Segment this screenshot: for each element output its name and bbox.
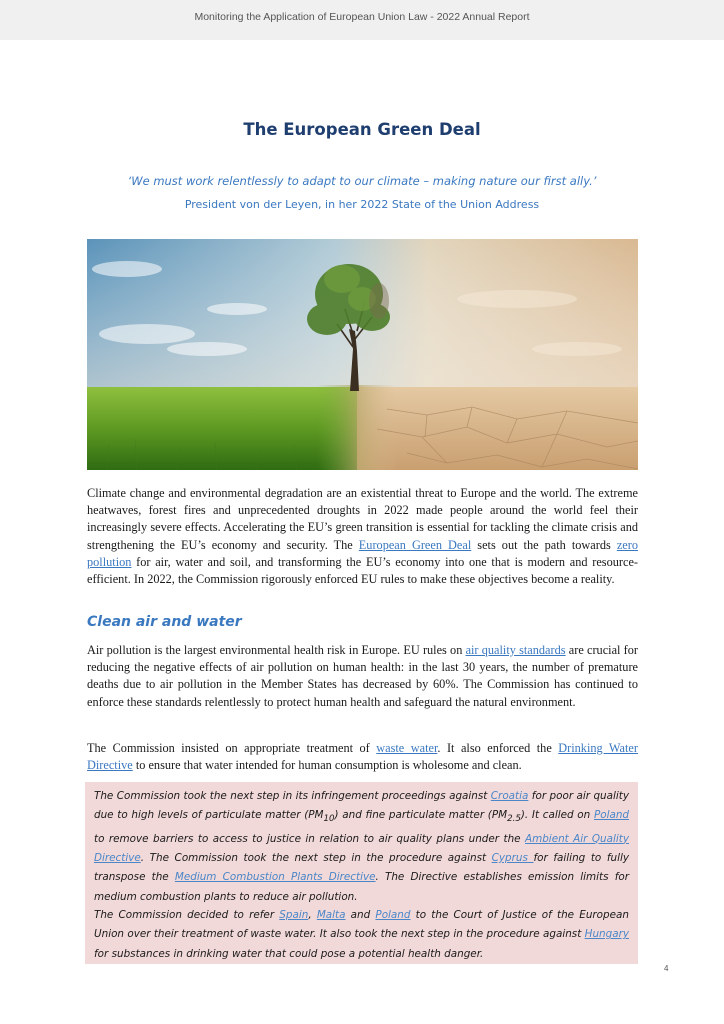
poland-link[interactable]: Poland: [593, 809, 630, 822]
callout-paragraph-water: The Commission decided to refer Spain, Malta and Poland to the Court of Justice of the European Union over their treatment of waste water. It also took the next step in the procedure against Hungary for substances in drinking water that could pose a potential health danger.: [94, 909, 629, 960]
page-number: 4: [664, 964, 669, 973]
spain-link[interactable]: Spain: [279, 909, 309, 921]
quote-source: President von der Leyen, in her 2022 State of the Union Address: [184, 198, 540, 211]
intro-paragraph: Climate change and environmental degradation are an existential threat to Europe and the world. The extreme heatwaves, forest fires and unprecedented droughts in 2022 made people around the world feel their increasingly severe effects. Accelerating the EU’s green transition is essential for tackling the climate crisis and strengthening the EU’s economy and security. The European Green Deal sets out the path towards zero pollution for air, water and soil, and transforming the EU’s economy into one that is modern and resource-efficient. In 2022, the Commission rigorously enforced EU rules to make these objectives become a reality.: [87, 486, 638, 587]
waste-water-link[interactable]: waste water: [376, 741, 438, 755]
page-header: [0, 0, 724, 40]
header-title: Monitoring the Application of European Union Law - 2022 Annual Report: [194, 11, 530, 23]
european-green-deal-link[interactable]: European Green Deal: [358, 537, 472, 552]
drinking-water-directive-link[interactable]: Drinking Water Directive: [87, 741, 638, 773]
hungary-link[interactable]: Hungary: [584, 928, 629, 941]
infringement-callout-box: [85, 782, 638, 964]
zero-pollution-link[interactable]: zero pollution: [87, 537, 638, 569]
callout-paragraph-air: The Commission took the next step in its infringement proceedings against Croatia for poor air quality due to high levels of particulate matter $(PM_{10})$ and fine particulate matter $(PM_{2.5})$. It called on Poland to remove barriers to access to justice in relation to air quality plans under the Ambient Air Quality Directive. The Commission took the next step in the procedure against Cyprus for failing to fully transpose the Medium Combustion Plants Directive. The Directive establishes emission limits for medium combustion plants to reduce air pollution.: [94, 790, 630, 903]
section-heading: Clean air and water: [87, 614, 242, 630]
green-deal-photo: [87, 239, 638, 470]
cyprus-link[interactable]: Cyprus: [491, 851, 534, 864]
croatia-link[interactable]: Croatia: [490, 790, 529, 802]
page-title: The European Green Deal: [243, 120, 481, 139]
air-quality-standards-link[interactable]: air quality standards: [465, 643, 566, 657]
malta-link[interactable]: Malta: [316, 909, 346, 921]
air-pollution-paragraph: Air pollution is the largest environmental health risk in Europe. EU rules on air quality standards are crucial for reducing the negative effects of air pollution on human health: in the last 30 years, the number of premature deaths due to air pollution in the Member States has decreased by 60%. The Commission has continued to enforce these standards relentlessly to protect human health and safeguard the natural environment.: [87, 643, 638, 709]
poland-waste-water-link[interactable]: Poland: [375, 909, 411, 921]
waste-water-paragraph: The Commission insisted on appropriate treatment of waste water. It also enforced the Drinking Water Directive to ensure that water intended for human consumption is wholesome and clean.: [87, 741, 638, 773]
quote-text: ‘We must work relentlessly to adapt to our climate – making nature our first ally.’: [127, 174, 597, 188]
ambient-air-quality-directive-link[interactable]: Ambient Air Quality Directive: [94, 832, 630, 864]
medium-combustion-plants-directive-link[interactable]: Medium Combustion Plants Directive: [174, 871, 376, 884]
